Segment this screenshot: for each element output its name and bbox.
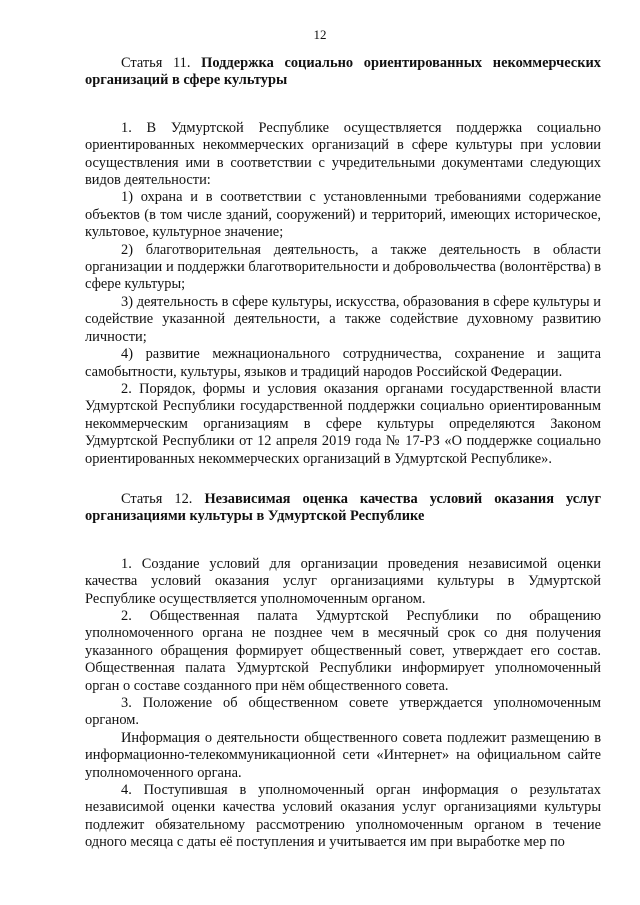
document-body xyxy=(85,55,601,852)
paragraph: 3. Положение об общественном совете утверждается уполномоченным органом. xyxy=(85,695,601,729)
paragraph: 4) развитие межнационального сотрудничества, сохранение и защита самобытности, культуры, языков и традиций народов Российской Федерации. xyxy=(85,346,601,380)
paragraph: 1. В Удмуртской Республике осуществляется поддержка социально ориентированных некоммерческих организаций в сфере культуры при условии осуществления ими в соответствии с учредительными документами следующих видов деятельности: xyxy=(85,119,601,189)
article-11-heading xyxy=(85,55,601,90)
paragraph: Информация о деятельности общественного совета подлежит размещению в информационно-телекоммуникационной сети «Интернет» на официальном сайте уполномоченного органа. xyxy=(85,729,601,781)
paragraph: 1) охрана и в соответствии с установленными требованиями содержание объектов (в том числе зданий, сооружений) и территорий, имеющих историческое, культовое, культурное значение; xyxy=(85,189,601,241)
page-number: 12 xyxy=(313,27,327,42)
article-12-label: Статья 12. xyxy=(121,490,193,507)
paragraph: 1. Создание условий для организации проведения независимой оценки качества условий оказания услуг организациями культуры в Удмуртской Республике осуществляется уполномоченным органом. xyxy=(85,555,601,607)
paragraph: 2) благотворительная деятельность, а также деятельность в области организации и поддержки благотворительности и добровольчества (волонтёрства) в сфере культуры; xyxy=(85,241,601,293)
article-11-label: Статья 11. xyxy=(121,55,191,71)
paragraph: 2. Порядок, формы и условия оказания органами государственной власти Удмуртской Республики государственной поддержки социально ориентированным некоммерческим организациям в сфере культуры определяются Законом Удмуртской Республики от 12 апреля 2019 года № 17-РЗ «О поддержке социально ориентированных некоммерческих организаций в Удмуртской Республике». xyxy=(85,380,601,467)
article-11-title: Поддержка социально ориентированных некоммерческих организаций в сфере культуры xyxy=(85,55,601,89)
paragraph: 2. Общественная палата Удмуртской Республики по обращению уполномоченного органа не позднее чем в месячный срок со дня получения указанного обращения формирует общественный совет, утверждает его состав. Общественная палата Удмуртской Республики информирует уполномоченный орган о составе созданного при нём общественного совета. xyxy=(85,607,601,694)
paragraph: 4. Поступившая в уполномоченный орган информация о результатах независимой оценки качества условий оказания услуг организациями культуры подлежит обязательному рассмотрению уполномоченным органом в течение одного месяца с даты её поступления и учитывается им при выработке мер по xyxy=(85,782,601,851)
article-12-title: Независимая оценка качества условий оказания услуг организациями культуры в Удмуртской Республике xyxy=(85,490,601,525)
paragraph: 3) деятельность в сфере культуры, искусства, образования в сфере культуры и содействие указанной деятельности, а также содействие духовному развитию личности; xyxy=(85,293,601,345)
article-12-heading xyxy=(85,491,601,526)
